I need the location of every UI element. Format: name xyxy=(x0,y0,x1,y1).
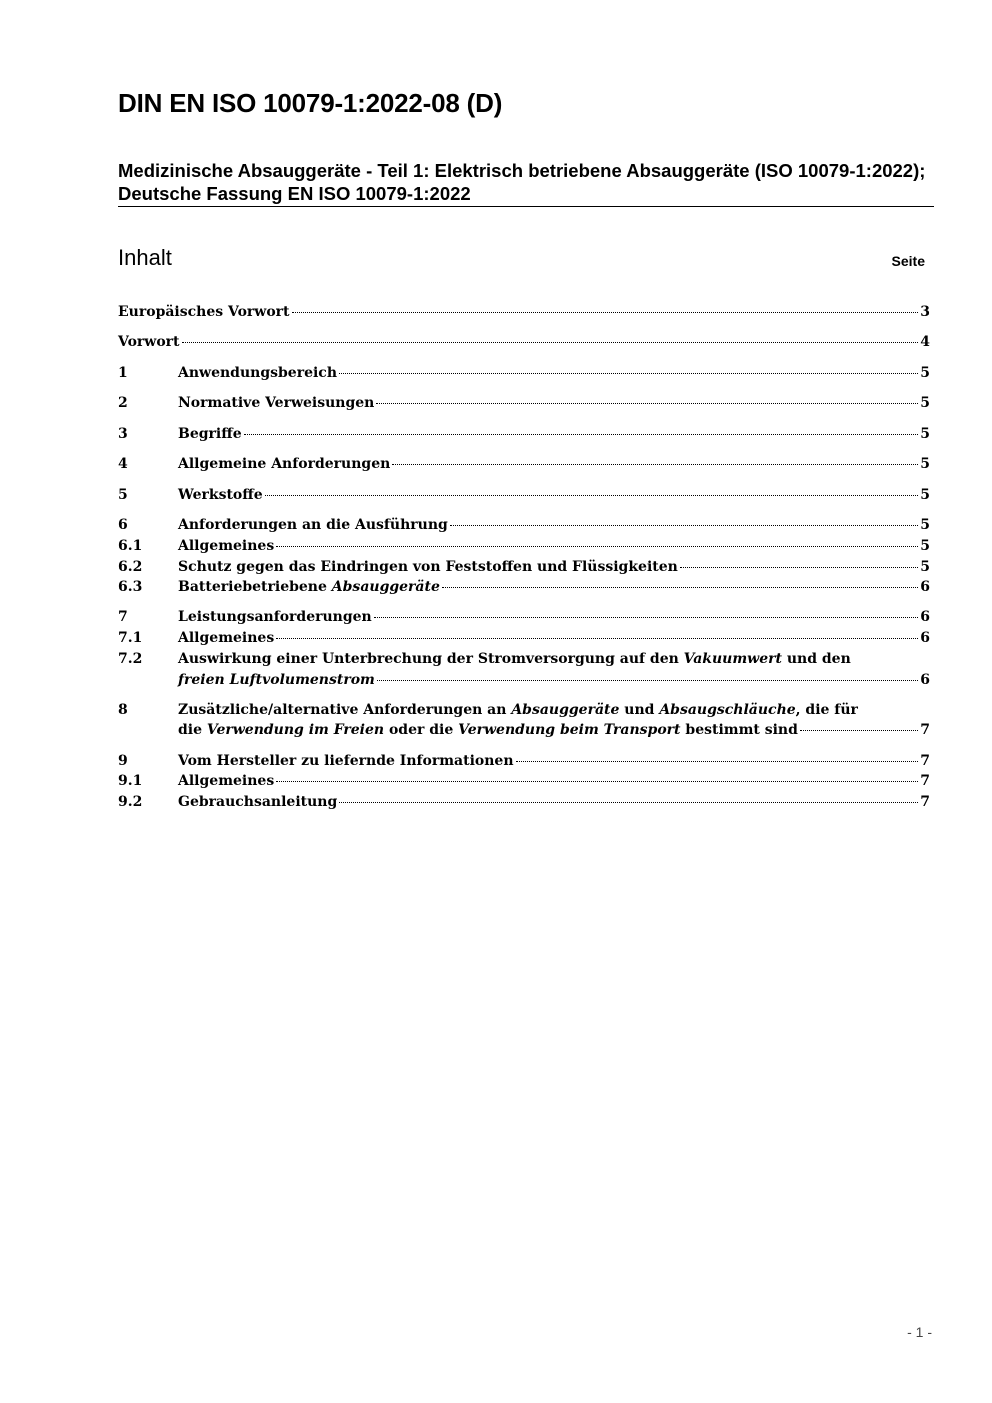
toc-entry-9[interactable] xyxy=(118,751,930,772)
toc-leader xyxy=(516,761,919,762)
toc-leader xyxy=(442,587,918,588)
toc-entry-page: 5 xyxy=(920,426,930,442)
toc-leader xyxy=(339,802,918,803)
toc-entry-2[interactable] xyxy=(118,393,930,414)
toc-entry-number: 2 xyxy=(118,395,128,411)
toc-entry-title: Schutz gegen das Eindringen von Feststoffen und Flüssigkeiten xyxy=(178,559,678,575)
toc-entry-page: 5 xyxy=(920,456,930,472)
toc-entry-number: 4 xyxy=(118,456,128,472)
toc-entry-page: 6 xyxy=(920,630,930,646)
toc-entry-title: Werkstoffe xyxy=(178,487,263,503)
toc-entry-title: Anforderungen an die Ausführung xyxy=(178,517,448,533)
toc-entry-page: 7 xyxy=(920,753,930,769)
toc-entry-title: Europäisches Vorwort xyxy=(118,304,290,320)
toc-entry-number: 1 xyxy=(118,365,128,381)
page-number: - 1 - xyxy=(907,1324,932,1340)
toc-entry-page: 5 xyxy=(920,559,930,575)
toc-entry-number: 7.1 xyxy=(118,630,143,646)
toc-entry-page: 7 xyxy=(920,794,930,810)
toc-page-column-label: Seite xyxy=(891,253,925,269)
toc-entry-page: 4 xyxy=(920,334,930,350)
toc-entry-title: Vom Hersteller zu liefernde Informationen xyxy=(178,753,514,769)
toc-leader xyxy=(392,464,918,465)
toc-leader xyxy=(376,403,918,404)
toc-entry-page: 5 xyxy=(920,487,930,503)
toc-leader xyxy=(265,495,919,496)
toc-entry-title: Batteriebetriebene Absauggeräte xyxy=(178,579,440,595)
toc-leader xyxy=(292,312,919,313)
toc-entry-title: Allgemeines xyxy=(178,538,275,554)
toc-entry-9-1[interactable] xyxy=(118,771,930,792)
toc-leader xyxy=(276,638,918,639)
toc-entry-title: Allgemeine Anforderungen xyxy=(178,456,391,472)
toc-leader xyxy=(374,617,919,618)
toc-entry-number: 6.3 xyxy=(118,579,143,595)
toc-entry-page: 7 xyxy=(920,773,930,789)
toc-entry-6-1[interactable] xyxy=(118,536,930,557)
toc-entry-9-2[interactable] xyxy=(118,792,930,813)
toc-entry-number: 9.2 xyxy=(118,794,143,810)
toc-entry-number: 7.2 xyxy=(118,651,143,667)
toc-entry-number: 5 xyxy=(118,487,128,503)
toc-entry-title: Vorwort xyxy=(118,334,180,350)
toc-entry-title-continued: die Verwendung im Freien oder die Verwendung beim Transport bestimmt sind xyxy=(178,722,798,738)
toc-entry-page: 6 xyxy=(920,672,930,688)
toc-entry-1[interactable] xyxy=(118,363,930,384)
toc-entry-number: 8 xyxy=(118,702,128,718)
toc-leader xyxy=(450,525,918,526)
toc-entry-page: 5 xyxy=(920,365,930,381)
toc-leader xyxy=(377,680,918,681)
toc-entry-page: 6 xyxy=(920,579,930,595)
toc-entry-title: Allgemeines xyxy=(178,773,275,789)
document-title: DIN EN ISO 10079-1:2022-08 (D) xyxy=(118,88,503,118)
toc-entry-8-line1[interactable] xyxy=(118,700,930,721)
toc-entry-7-2-line2[interactable] xyxy=(118,670,930,691)
toc-entry-page: 6 xyxy=(920,609,930,625)
toc-leader xyxy=(339,373,918,374)
toc-entry-number: 6.1 xyxy=(118,538,143,554)
toc-entry-page: 5 xyxy=(920,517,930,533)
toc-entry-title: Zusätzliche/alternative Anforderungen an Absauggeräte und Absaugschläuche, die für xyxy=(178,702,858,718)
toc-entry-number: 7 xyxy=(118,609,128,625)
toc-entry-vorwort[interactable] xyxy=(118,332,930,353)
toc-entry-5[interactable] xyxy=(118,485,930,506)
toc-entry-title: Leistungsanforderungen xyxy=(178,609,372,625)
toc-entry-page: 3 xyxy=(920,304,930,320)
toc-entry-number: 9 xyxy=(118,753,128,769)
toc-entry-number: 3 xyxy=(118,426,128,442)
toc-entry-title: Auswirkung einer Unterbrechung der Stromversorgung auf den Vakuumwert und den xyxy=(178,651,851,667)
toc-entry-7-1[interactable] xyxy=(118,628,930,649)
toc-entry-title: Begriffe xyxy=(178,426,242,442)
toc-entry-7[interactable] xyxy=(118,607,930,628)
toc-entry-title-continued: freien Luftvolumenstrom xyxy=(178,672,375,688)
toc-entry-europaeisches-vorwort[interactable] xyxy=(118,302,930,323)
toc-leader xyxy=(244,434,919,435)
toc-entry-3[interactable] xyxy=(118,424,930,445)
toc-entry-page: 5 xyxy=(920,538,930,554)
title-divider xyxy=(118,206,934,207)
document-subtitle: Medizinische Absauggeräte - Teil 1: Elektrisch betriebene Absauggeräte (ISO 10079-1:2022); Deutsche Fassung EN ISO 10079-1:2022 xyxy=(118,160,926,204)
toc-entry-6[interactable] xyxy=(118,515,930,536)
toc-leader xyxy=(800,730,918,731)
toc-entry-6-3[interactable] xyxy=(118,577,930,598)
toc-entry-page: 7 xyxy=(920,722,930,738)
toc-leader xyxy=(276,546,918,547)
toc-entry-number: 6 xyxy=(118,517,128,533)
toc-entry-8-line2[interactable] xyxy=(118,720,930,741)
toc-entry-4[interactable] xyxy=(118,454,930,475)
toc-entry-title: Anwendungsbereich xyxy=(178,365,337,381)
toc-entry-title: Gebrauchsanleitung xyxy=(178,794,338,810)
toc-leader xyxy=(276,781,918,782)
toc-heading: Inhalt xyxy=(118,245,172,270)
toc-leader xyxy=(680,567,918,568)
toc-leader xyxy=(182,342,919,343)
toc-entry-title: Allgemeines xyxy=(178,630,275,646)
toc-entry-number: 9.1 xyxy=(118,773,143,789)
toc-entry-6-2[interactable] xyxy=(118,557,930,578)
toc-entry-7-2-line1[interactable] xyxy=(118,649,930,670)
toc-entry-page: 5 xyxy=(920,395,930,411)
toc-entry-number: 6.2 xyxy=(118,559,143,575)
toc-entry-title: Normative Verweisungen xyxy=(178,395,375,411)
